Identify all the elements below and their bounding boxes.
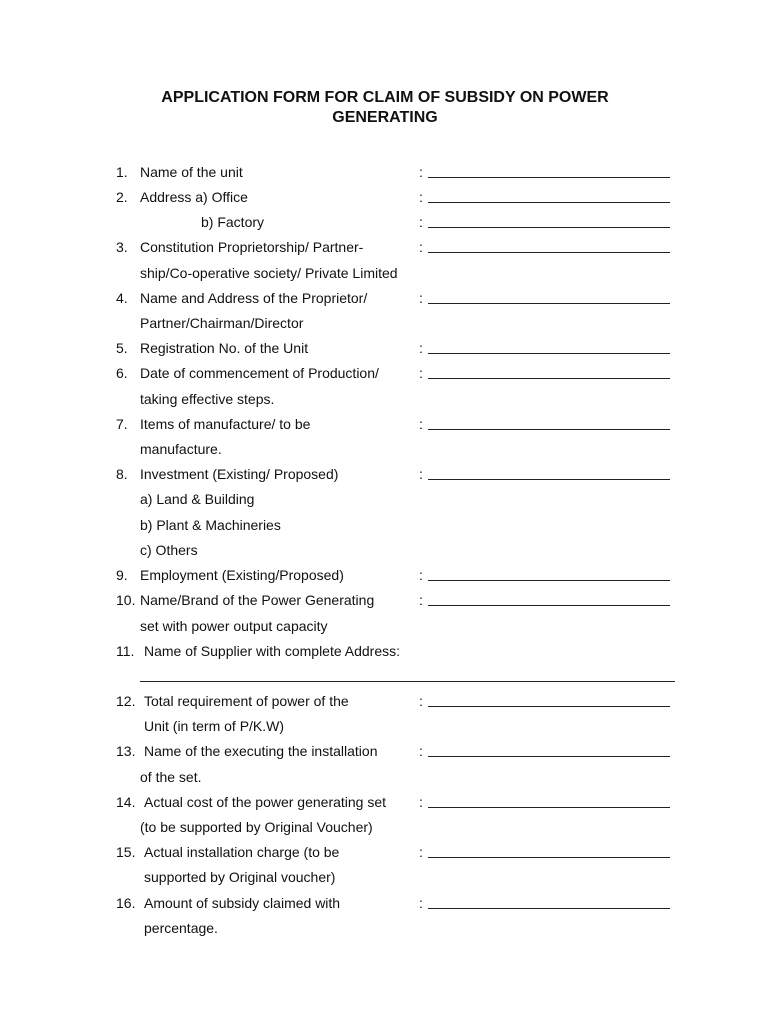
- item-number: 11.: [116, 643, 135, 659]
- item-number: 7.: [116, 416, 128, 432]
- label-investment: Investment (Existing/ Proposed): [140, 466, 339, 482]
- label-constitution-cont: ship/Co-operative society/ Private Limited: [140, 265, 398, 281]
- item-number: 5.: [116, 340, 128, 356]
- item-number: 8.: [116, 466, 128, 482]
- form-title: APPLICATION FORM FOR CLAIM OF SUBSIDY ON POWER: [161, 89, 609, 106]
- item-number: 2.: [116, 189, 128, 205]
- label-actual-cost-cont: (to be supported by Original Voucher): [140, 819, 373, 835]
- item-number: 9.: [116, 567, 128, 583]
- label-unit-name: Name of the unit: [140, 164, 243, 180]
- unit-name-field[interactable]: [428, 177, 670, 178]
- item-number: 4.: [116, 290, 128, 306]
- label-commencement: Date of commencement of Production/: [140, 365, 379, 381]
- label-executor-cont: of the set.: [140, 769, 202, 785]
- label-land-building: a) Land & Building: [140, 491, 255, 507]
- label-commencement-cont: taking effective steps.: [140, 391, 275, 407]
- label-items-manufacture: Items of manufacture/ to be: [140, 416, 311, 432]
- label-plant-machineries: b) Plant & Machineries: [140, 517, 281, 533]
- form-title-line2: GENERATING: [332, 109, 438, 126]
- item-number: 1.: [116, 164, 128, 180]
- generator-brand-field[interactable]: [428, 605, 670, 606]
- colon: :: [419, 844, 423, 860]
- subsidy-claimed-field[interactable]: [428, 908, 670, 909]
- commencement-field[interactable]: [428, 378, 670, 379]
- label-others: c) Others: [140, 542, 198, 558]
- items-manufacture-field[interactable]: [428, 429, 670, 430]
- colon: :: [419, 416, 423, 432]
- item-number: 14.: [116, 794, 136, 810]
- constitution-field[interactable]: [428, 252, 670, 253]
- label-factory-address: b) Factory: [201, 214, 265, 230]
- proprietor-field[interactable]: [428, 303, 670, 304]
- item-number: 15.: [116, 844, 136, 860]
- registration-field[interactable]: [428, 353, 670, 354]
- colon: :: [419, 290, 423, 306]
- label-items-manufacture-cont: manufacture.: [140, 441, 222, 457]
- colon: :: [419, 895, 423, 911]
- supplier-field[interactable]: [140, 681, 675, 682]
- item-number: 13.: [116, 743, 136, 759]
- colon: :: [419, 340, 423, 356]
- office-address-field[interactable]: [428, 202, 670, 203]
- label-proprietor-cont: Partner/Chairman/Director: [140, 315, 304, 331]
- colon: :: [419, 466, 423, 482]
- item-number: 6.: [116, 365, 128, 381]
- label-constitution: Constitution Proprietorship/ Partner-: [140, 239, 364, 255]
- colon: :: [419, 189, 423, 205]
- item-number: 3.: [116, 239, 128, 255]
- investment-field[interactable]: [428, 479, 670, 480]
- label-registration: Registration No. of the Unit: [140, 340, 309, 356]
- colon: :: [419, 365, 423, 381]
- label-installation-charge-cont: supported by Original voucher): [144, 869, 336, 885]
- colon: :: [419, 239, 423, 255]
- item-number: 12.: [116, 693, 136, 709]
- colon: :: [419, 567, 423, 583]
- installation-charge-field[interactable]: [428, 857, 670, 858]
- employment-field[interactable]: [428, 580, 670, 581]
- factory-address-field[interactable]: [428, 227, 670, 228]
- label-generator-brand-cont: set with power output capacity: [140, 618, 328, 634]
- colon: :: [419, 164, 423, 180]
- label-office-address: Address a) Office: [140, 189, 248, 205]
- label-generator-brand: Name/Brand of the Power Generating: [140, 592, 375, 608]
- item-number: 16.: [116, 895, 136, 911]
- actual-cost-field[interactable]: [428, 807, 670, 808]
- executor-field[interactable]: [428, 756, 670, 757]
- colon: :: [419, 794, 423, 810]
- colon: :: [419, 592, 423, 608]
- label-executor: Name of the executing the installation: [144, 743, 378, 759]
- label-power-requirement-cont: Unit (in term of P/K.W): [144, 718, 285, 734]
- label-subsidy-claimed-cont: percentage.: [144, 920, 218, 936]
- colon: :: [419, 693, 423, 709]
- colon: :: [419, 214, 423, 230]
- label-actual-cost: Actual cost of the power generating set: [144, 794, 387, 810]
- label-supplier: Name of Supplier with complete Address:: [144, 643, 401, 659]
- label-employment: Employment (Existing/Proposed): [140, 567, 344, 583]
- colon: :: [419, 743, 423, 759]
- item-number: 10.: [116, 592, 136, 608]
- label-subsidy-claimed: Amount of subsidy claimed with: [144, 895, 341, 911]
- label-proprietor: Name and Address of the Proprietor/: [140, 290, 368, 306]
- label-power-requirement: Total requirement of power of the: [144, 693, 349, 709]
- power-requirement-field[interactable]: [428, 706, 670, 707]
- label-installation-charge: Actual installation charge (to be: [144, 844, 340, 860]
